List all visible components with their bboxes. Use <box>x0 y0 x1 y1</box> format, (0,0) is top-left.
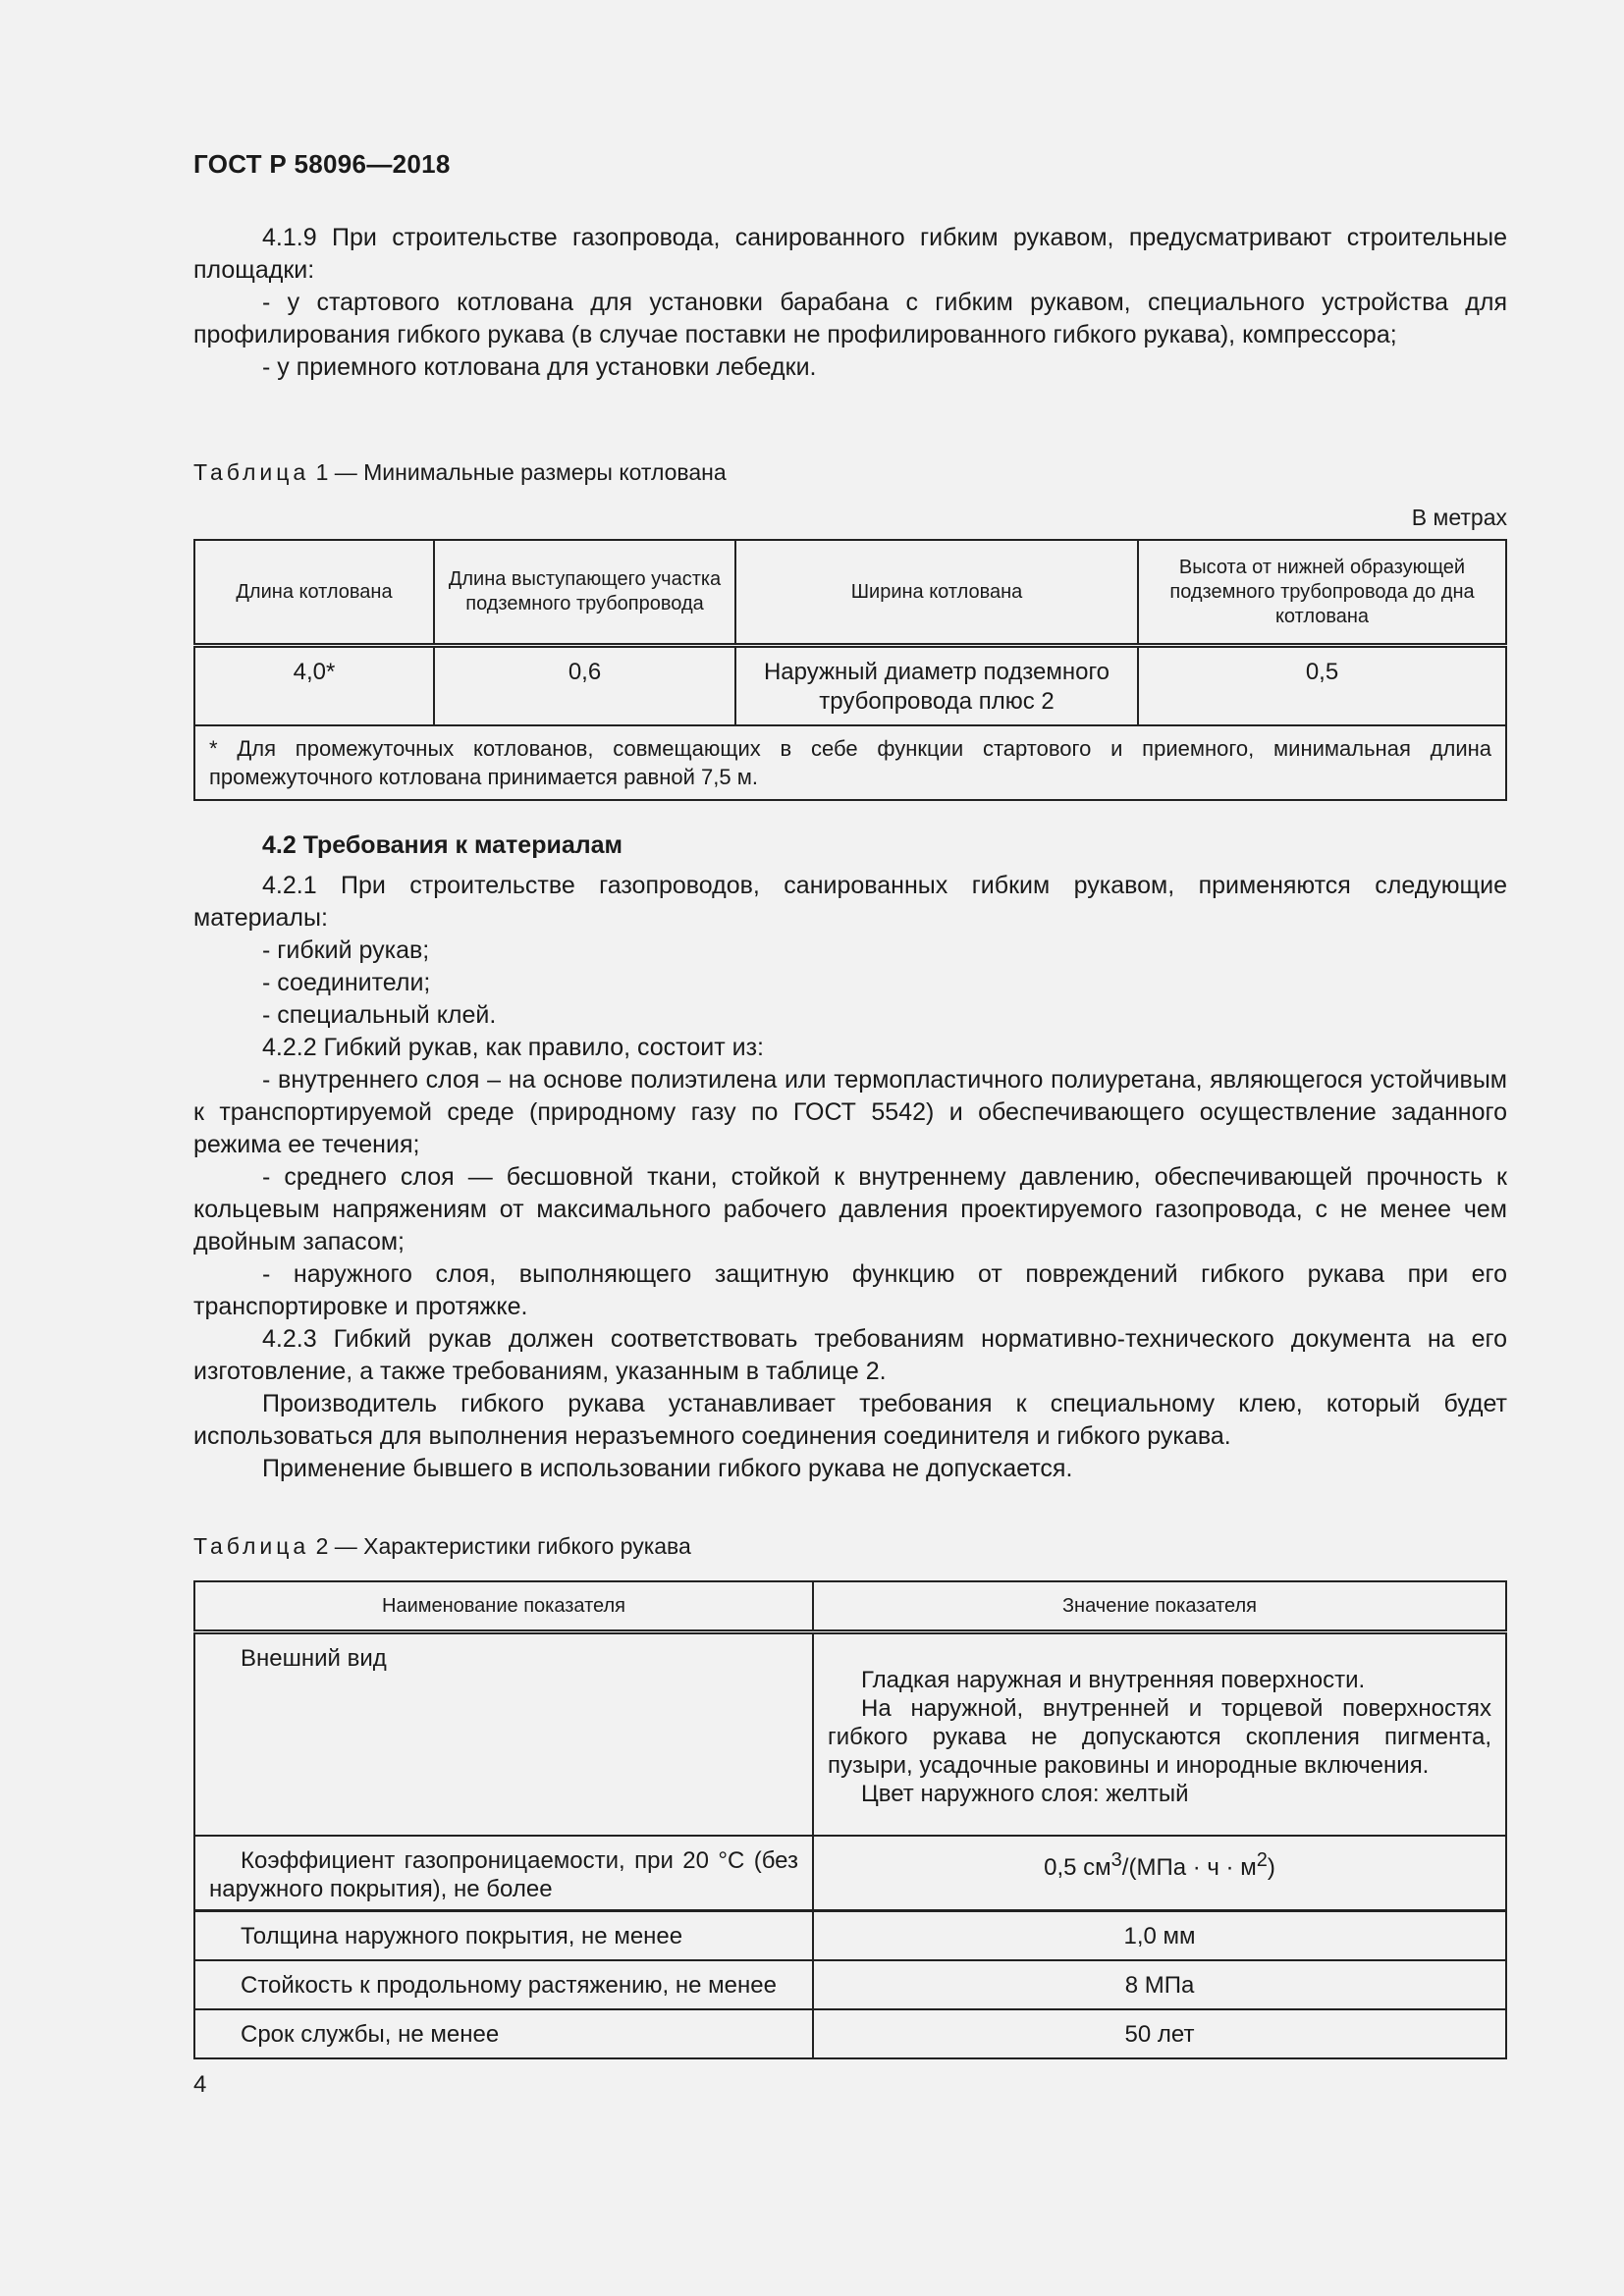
table1-header-cell: Ширина котлована <box>735 540 1138 646</box>
table2-value-cell <box>813 1836 1506 1911</box>
table1-cell: 4,0* <box>194 646 434 726</box>
table1-header-cell: Длина котлована <box>194 540 434 646</box>
table1-header-row <box>194 540 1506 646</box>
appearance-value-line: Цвет наружного слоя: желтый <box>861 1781 1189 1807</box>
paragraph-4-2-3: 4.2.3 Гибкий рукав должен соответствовать требованиям нормативно-технического документа на его изготовление, а также требованиям, указанным в таблице 2. <box>193 1325 1507 1385</box>
table1-caption-word: Таблица <box>193 459 310 485</box>
table1-footnote: * Для промежуточных котлованов, совмещающих в себе функции стартового и приемного, минимальная длина промежуточного котлована принимается равной 7,5 м. <box>194 725 1506 800</box>
list-item: - внутреннего слоя – на основе полиэтилена или термопластичного полиуретана, являющегося устойчивым к транспортируемой среде (природному газу по ГОСТ 5542) и обеспечивающего осуществление заданного режима ее течения; <box>193 1066 1507 1158</box>
list-item: - специальный клей. <box>262 1001 497 1029</box>
section-4-2 <box>193 829 1507 1485</box>
table-row <box>194 1911 1506 1961</box>
table2-name-cell: Внешний вид <box>194 1632 813 1837</box>
table2-caption <box>193 1530 1507 1563</box>
table2-name-cell: Стойкость к продольному растяжению, не менее <box>194 1960 813 2009</box>
page-number: 4 <box>193 2071 207 2098</box>
table2-name-cell: Коэффициент газопроницаемости, при 20 °С (без наружного покрытия), не более <box>194 1836 813 1911</box>
list-item: - гибкий рукав; <box>262 936 430 964</box>
table2-value-cell <box>813 1632 1506 1837</box>
table1-cell: 0,6 <box>434 646 735 726</box>
paragraph-4-2-1: 4.2.1 При строительстве газопроводов, санированных гибким рукавом, применяются следующие материалы: <box>193 872 1507 932</box>
table2-header-cell: Значение показателя <box>813 1581 1506 1632</box>
document-header: ГОСТ Р 58096—2018 <box>193 149 451 179</box>
table2-caption-word: Таблица <box>193 1533 310 1559</box>
perm-value-sup: 3 <box>1110 1849 1122 1871</box>
list-item: - среднего слоя — бесшовной ткани, стойкой к внутреннему давлению, обеспечивающей прочность к кольцевым напряжениям от максимального рабочего давления проектируемого газопровода, с не менее чем двойным запасом; <box>193 1163 1507 1255</box>
table1-cell: 0,5 <box>1138 646 1506 726</box>
table1-caption <box>193 456 1507 489</box>
list-item: - наружного слоя, выполняющего защитную функцию от повреждений гибкого рукава при его транспортировке и протяжке. <box>193 1260 1507 1320</box>
table1-caption-text: 1 — Минимальные размеры котлована <box>309 459 727 485</box>
paragraph-glue: Производитель гибкого рукава устанавливает требования к специальному клею, который будет использоваться для выполнения неразъемного соединения соединителя и гибкого рукава. <box>193 1390 1507 1450</box>
table1-note-row <box>194 725 1506 800</box>
perm-value-sup: 2 <box>1256 1849 1268 1871</box>
table-1 <box>193 539 1507 801</box>
perm-value-part: ) <box>1267 1854 1275 1881</box>
paragraph-4-2-2: 4.2.2 Гибкий рукав, как правило, состоит из: <box>262 1034 764 1061</box>
table2-header-cell: Наименование показателя <box>194 1581 813 1632</box>
table1-header-cell: Длина выступающего участка подземного трубопровода <box>434 540 735 646</box>
table-2 <box>193 1580 1507 2059</box>
table1-cell: Наружный диаметр подземного трубопровода плюс 2 <box>735 646 1138 726</box>
table2-name-cell: Срок службы, не менее <box>194 2009 813 2058</box>
list-item-receiving-pit: - у приемного котлована для установки лебедки. <box>262 353 817 381</box>
table2-value-cell: 8 МПа <box>813 1960 1506 2009</box>
list-item: - соединители; <box>262 969 431 996</box>
table1-header-cell: Высота от нижней образующей подземного трубопровода до дна котлована <box>1138 540 1506 646</box>
table-row <box>194 646 1506 726</box>
table2-header-row <box>194 1581 1506 1632</box>
table2-value-cell: 1,0 мм <box>813 1911 1506 1961</box>
table2-caption-text: 2 — Характеристики гибкого рукава <box>309 1533 691 1559</box>
perm-value-part: 0,5 см <box>1044 1854 1111 1881</box>
section-4-1-9 <box>193 222 1507 384</box>
table-row <box>194 1632 1506 1837</box>
table-row <box>194 2009 1506 2058</box>
appearance-value-line: Гладкая наружная и внутренняя поверхности. <box>861 1667 1366 1693</box>
table2-name-cell: Толщина наружного покрытия, не менее <box>194 1911 813 1961</box>
table-row <box>194 1836 1506 1911</box>
appearance-value-line: На наружной, внутренней и торцевой поверхностях гибкого рукава не допускаются скопления пигмента, пузыри, усадочные раковины и инородные включения. <box>828 1695 1491 1779</box>
paragraph-4-1-9: 4.1.9 При строительстве газопровода, санированного гибким рукавом, предусматривают строительные площадки: <box>193 224 1507 284</box>
perm-value-part: /(МПа · ч · м <box>1121 1854 1257 1881</box>
table1-unit: В метрах <box>1411 505 1507 530</box>
section-title: 4.2 Требования к материалам <box>262 831 623 859</box>
table-row <box>194 1960 1506 2009</box>
table2-value-cell: 50 лет <box>813 2009 1506 2058</box>
paragraph-used-sleeve: Применение бывшего в использовании гибкого рукава не допускается. <box>262 1455 1073 1482</box>
list-item-start-pit: - у стартового котлована для установки барабана с гибким рукавом, специального устройства для профилирования гибкого рукава (в случае поставки не профилированного гибкого рукава), компрессора; <box>193 289 1507 348</box>
